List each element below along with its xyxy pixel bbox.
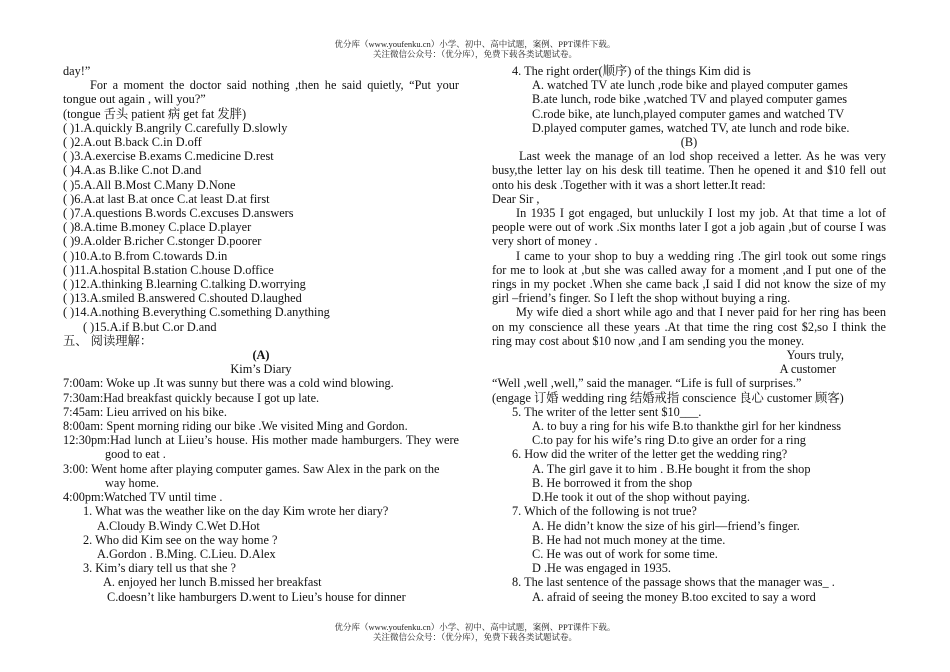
letter-paragraph: I came to your shop to buy a wedding ring .The girl took out some rings for me to look at ,but she was called away for a moment ,and I put one of the rings in my pocket .When she came back ,I said I did not know the size of my girl –friend’s finger. So I left the shop without buying a ring.	[492, 248, 886, 306]
letter-closing: Yours truly,	[786, 348, 844, 363]
letter-paragraph: My wife died a short while ago and that I never paid for her ring has been on my conscience all these years .At that time the ring cost $2,so I think the ring may cost about $10 now ,and I am sending you the money.	[492, 305, 886, 348]
question-7-option-c: C. He was out of work for some time.	[532, 546, 718, 561]
question-4-option-a: A. watched TV ate lunch ,rode bike and played computer games	[532, 78, 848, 93]
cloze-item: ( )7.A.questions B.words C.excuses D.answers	[63, 206, 294, 221]
cloze-item: ( )9.A.older B.richer C.stonger D.poorer	[63, 234, 262, 249]
question-3-options-ab: A. enjoyed her lunch B.missed her breakfast	[103, 575, 322, 590]
cloze-item: ( )14.A.nothing B.everything C.something D.anything	[63, 305, 330, 320]
part-a-heading: (A)	[252, 348, 270, 363]
question-8: 8. The last sentence of the passage shows that the manager was_ .	[512, 575, 835, 590]
question-6-option-d: D.He took it out of the shop without paying.	[532, 490, 750, 505]
cloze-item: ( )11.A.hospital B.station C.house D.office	[63, 262, 274, 277]
diary-entry: 12:30pm:Had lunch at Liieu’s house. His mother made hamburgers. They were good to eat .	[63, 433, 459, 462]
question-7-option-d: D .He was engaged in 1935.	[532, 561, 671, 576]
section-heading: 五、 阅读理解：	[63, 333, 153, 348]
question-1: 1. What was the weather like on the day Kim wrote her diary?	[83, 504, 389, 519]
letter-salutation: Dear Sir ,	[492, 191, 540, 206]
question-4-option-d: D.played computer games, watched TV, ate lunch and rode bike.	[532, 120, 850, 135]
vocab-gloss: (engage 订婚 wedding ring 结婚戒指 conscience 良心 customer 顾客)	[492, 390, 844, 405]
question-5-options-ab: A. to buy a ring for his wife B.to thankthe girl for her kindness	[532, 419, 842, 434]
question-6-option: B. He borrowed it from the shop	[532, 475, 693, 490]
passage-continuation: day!”	[63, 64, 91, 78]
cloze-item: ( )8.A.time B.money C.place D.player	[63, 220, 252, 235]
question-8-options-ab: A. afraid of seeing the money B.too excited to say a word	[532, 589, 816, 604]
question-3: 3. Kim’s diary tell us that she ?	[83, 561, 237, 576]
question-7-option-a: A. He didn’t know the size of his girl—friend’s finger.	[532, 518, 800, 533]
diary-title: Kim’s Diary	[230, 362, 292, 377]
footer-line-1: 优分库（www.youfenku.cn）小学、初中、高中试题，案例、PPT课件下载。	[334, 622, 616, 632]
left-column	[63, 64, 459, 604]
question-7-option-b: B. He had not much money at the time.	[532, 532, 726, 547]
cloze-item: ( )10.A.to B.from C.towards D.in	[63, 248, 228, 263]
right-column	[492, 64, 886, 604]
question-2-options: A.Gordon . B.Ming. C.Lieu. D.Alex	[97, 546, 276, 561]
footer-line-2: 关注微信公众号：（优分库），免费下载各类试题试卷。	[372, 632, 577, 642]
question-6-options-ab: A. The girl gave it to him . B.He bought it from the shop	[532, 461, 811, 476]
page-footer	[0, 622, 950, 642]
part-b-heading: (B)	[680, 135, 698, 150]
diary-entry: 3:00: Went home after playing computer games. Saw Alex in the park on the way home.	[63, 461, 440, 490]
question-5: 5. The writer of the letter sent $10___.	[512, 404, 702, 419]
question-5-options-cd: C.to pay for his wife’s ring D.to give an order for a ring	[532, 433, 806, 448]
page-header	[0, 39, 950, 59]
cloze-options	[63, 121, 459, 334]
cloze-item: ( )1.A.quickly B.angrily C.carefully D.slowly	[63, 120, 288, 135]
question-4-option-b: B.ate lunch, rode bike ,watched TV and played computer games	[532, 92, 848, 107]
question-2: 2. Who did Kim see on the way home ?	[83, 532, 278, 547]
letter-signature: A customer	[779, 362, 836, 377]
diary-entry: 7:30am:Had breakfast quickly because I got up late.	[63, 390, 320, 405]
question-4: 4. The right order(顺序) of the things Kim did is	[512, 64, 751, 78]
cloze-item: ( )4.A.as B.like C.not D.and	[63, 163, 202, 178]
cloze-item: ( )2.A.out B.back C.in D.off	[63, 135, 202, 150]
cloze-item: ( )12.A.thinking B.learning C.talking D.worrying	[63, 277, 306, 292]
cloze-item: ( )3.A.exercise B.exams C.medicine D.rest	[63, 149, 274, 164]
question-7: 7. Which of the following is not true?	[512, 504, 697, 519]
cloze-item: ( )15.A.if B.but C.or D.and	[83, 319, 217, 334]
header-line-2: 关注微信公众号：（优分库），免费下载各类试题试卷。	[372, 49, 577, 59]
question-4-option-c: C.rode bike, ate lunch,played computer games and watched TV	[532, 106, 845, 121]
diary-entry: 7:00am: Woke up .It was sunny but there was a cold wind blowing.	[63, 376, 394, 391]
cloze-item: ( )6.A.at last B.at once C.at least D.at first	[63, 191, 270, 206]
question-6: 6. How did the writer of the letter get the wedding ring?	[512, 447, 788, 462]
cloze-item: ( )13.A.smiled B.answered C.shouted D.laughed	[63, 291, 302, 306]
diary-entry: 7:45am: Lieu arrived on his bike.	[63, 404, 227, 419]
manager-quote: “Well ,well ,well,” said the manager. “Life is full of surprises.”	[492, 376, 802, 391]
diary-entry: 4:00pm:Watched TV until time .	[63, 490, 223, 505]
diary-entry: 8:00am: Spent morning riding our bike .We visited Ming and Gordon.	[63, 419, 408, 434]
passage-paragraph: For a moment the doctor said nothing ,then he said quietly, “Put your tongue out again , will you?”	[63, 78, 459, 107]
question-3-options-cd: C.doesn’t like hamburgers D.went to Lieu’s house for dinner	[107, 589, 406, 604]
header-line-1: 优分库（www.youfenku.cn）小学、初中、高中试题，案例、PPT课件下载。	[334, 39, 616, 49]
cloze-item: ( )5.A.All B.Most C.Many D.None	[63, 177, 236, 192]
vocab-gloss: (tongue 舌头 patient 病 get fat 发胖)	[63, 106, 247, 121]
question-1-options: A.Cloudy B.Windy C.Wet D.Hot	[97, 518, 260, 533]
letter-intro: Last week the manage of an lod shop received a letter. As he was very busy,the letter lay on his desk till teatime. Then he opened it and $10 fell out onto his desk .Together with it was a short letter.It read:	[492, 149, 886, 192]
letter-paragraph: In 1935 I got engaged, but unluckily I lost my job. At that time a lot of people were out of work .Six months later I got a job again ,but of course I was very short of money .	[492, 206, 886, 249]
